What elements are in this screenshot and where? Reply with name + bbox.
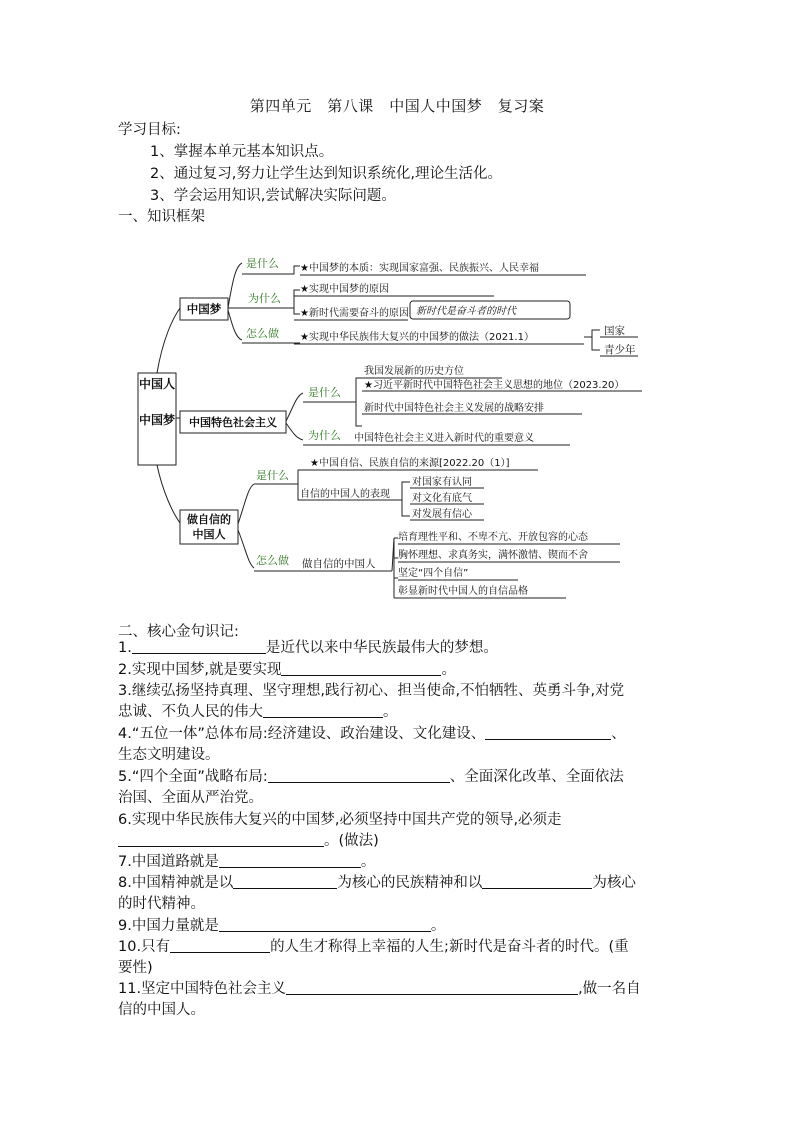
quote-11: 11.坚定中国特色社会主义 ,做一名自 信的中国人。 — [118, 981, 641, 1018]
quote-3: 3.继续弘扬坚持真理、坚守理想,践行初心、担当使命,不怕牺牲、英勇斗争,对党 忠诚、不负人民的伟大 。 — [118, 683, 625, 720]
node-struggle-reason: ★新时代需要奋斗的原因 — [300, 308, 409, 319]
blank-field[interactable] — [281, 661, 441, 676]
knowledge-mindmap — [118, 238, 663, 610]
question-why-2: 为什么 — [308, 429, 341, 442]
node-be-confident: 做自信的中国人 — [302, 558, 376, 570]
node-dream-essence: ★中国梦的本质：实现国家富强、民族振兴、人民幸福 — [300, 263, 539, 274]
node-fighter-era: 新时代是奋斗者的时代 — [416, 306, 516, 317]
mindmap-root-text-1: 中国人 — [138, 377, 176, 391]
node-strategy: 新时代中国特色社会主义发展的战略安排 — [364, 403, 544, 414]
objectives-heading: 学习目标: — [118, 122, 181, 138]
objective-item: 2、通过复习,努力让学生达到知识系统化,理论生活化。 — [150, 166, 502, 182]
blank-field[interactable] — [482, 874, 592, 889]
quote-6: 6.实现中华民族伟大复兴的中国梦,必须坚持中国共产党的领导,必须走 。(做法) — [118, 812, 562, 849]
node-dream-reason: ★实现中国梦的原因 — [300, 284, 389, 295]
question-what-3: 是什么 — [256, 469, 289, 482]
blank-field[interactable] — [286, 980, 578, 995]
blank-field[interactable] — [233, 874, 337, 889]
node-ideals: 胸怀理想、求真务实，满怀激情、锲而不舍 — [398, 550, 588, 561]
blank-field[interactable] — [132, 639, 266, 654]
quote-8: 8.中国精神就是以 为核心的民族精神和以 为核心 的时代精神。 — [118, 875, 636, 912]
node-four-confidences: 坚定“四个自信” — [398, 568, 469, 579]
node-dream-method: ★实现中华民族伟大复兴的中国梦的做法（2021.1） — [300, 332, 534, 343]
node-mindset: 培育理性平和、不卑不亢、开放包容的心态 — [398, 532, 588, 543]
node-culture: 对文化有底气 — [412, 493, 472, 504]
node-confidence-source: ★中国自信、民族自信的来源[2022.20（1）] — [310, 458, 510, 469]
quote-2: 2.实现中国梦,就是要实现 。 — [118, 662, 456, 678]
mindmap-root-text-2: 中国梦 — [138, 413, 176, 427]
question-how-1: 怎么做 — [246, 327, 279, 340]
section-heading-quotes: 二、核心金句识记: — [118, 624, 239, 640]
question-what-2: 是什么 — [308, 386, 341, 399]
quote-7: 7.中国道路就是 。 — [118, 854, 376, 870]
node-development: 对发展有信心 — [412, 509, 472, 520]
quote-9: 9.中国力量就是 。 — [118, 918, 446, 934]
blank-field[interactable] — [263, 703, 383, 718]
objective-item: 1、掌握本单元基本知识点。 — [150, 144, 334, 160]
branch-label-confident-2: 中国人 — [192, 528, 226, 541]
objective-item: 3、学会运用知识,尝试解决实际问题。 — [150, 188, 396, 204]
node-confident-behavior: 自信的中国人的表现 — [300, 489, 390, 500]
blank-field[interactable] — [268, 768, 450, 783]
branch-label-socialism: 中国特色社会主义 — [189, 416, 277, 429]
question-what-1: 是什么 — [246, 257, 279, 270]
blank-field[interactable] — [219, 853, 361, 868]
node-country: 国家 — [604, 325, 625, 337]
quote-1: 1. 是近代以来中华民族最伟大的梦想。 — [118, 640, 498, 656]
node-new-era-meaning: 中国特色社会主义进入新时代的重要意义 — [354, 433, 534, 444]
branch-label-dream: 中国梦 — [186, 302, 222, 316]
section-heading-framework: 一、知识框架 — [118, 209, 205, 225]
blank-field[interactable] — [170, 938, 270, 953]
quote-10: 10.只有 的人生才称得上幸福的人生;新时代是奋斗者的时代。(重 要性) — [118, 939, 629, 976]
page-title: 第四单元 第八课 中国人中国梦 复习案 — [249, 97, 545, 115]
blank-field[interactable] — [118, 832, 324, 847]
blank-field[interactable] — [219, 917, 431, 932]
node-identity: 对国家有认同 — [412, 477, 472, 488]
blank-field[interactable] — [485, 725, 611, 740]
quote-5: 5.“四个全面”战略布局: 、全面深化改革、全面依法 治国、全面从严治党。 — [118, 769, 624, 806]
question-why-1: 为什么 — [248, 292, 281, 305]
node-historic-position: 我国发展新的历史方位 — [364, 366, 464, 377]
node-youth: 青少年 — [604, 344, 636, 356]
question-how-3: 怎么做 — [256, 554, 289, 567]
node-thought-status: ★习近平新时代中国特色社会主义思想的地位（2023.20） — [364, 380, 625, 391]
node-character: 彰显新时代中国人的自信品格 — [398, 586, 528, 597]
quote-4: 4.“五位一体”总体布局:经济建设、政治建设、文化建设、 、 生态文明建设。 — [118, 726, 626, 763]
branch-label-confident-1: 做自信的 — [187, 513, 231, 526]
